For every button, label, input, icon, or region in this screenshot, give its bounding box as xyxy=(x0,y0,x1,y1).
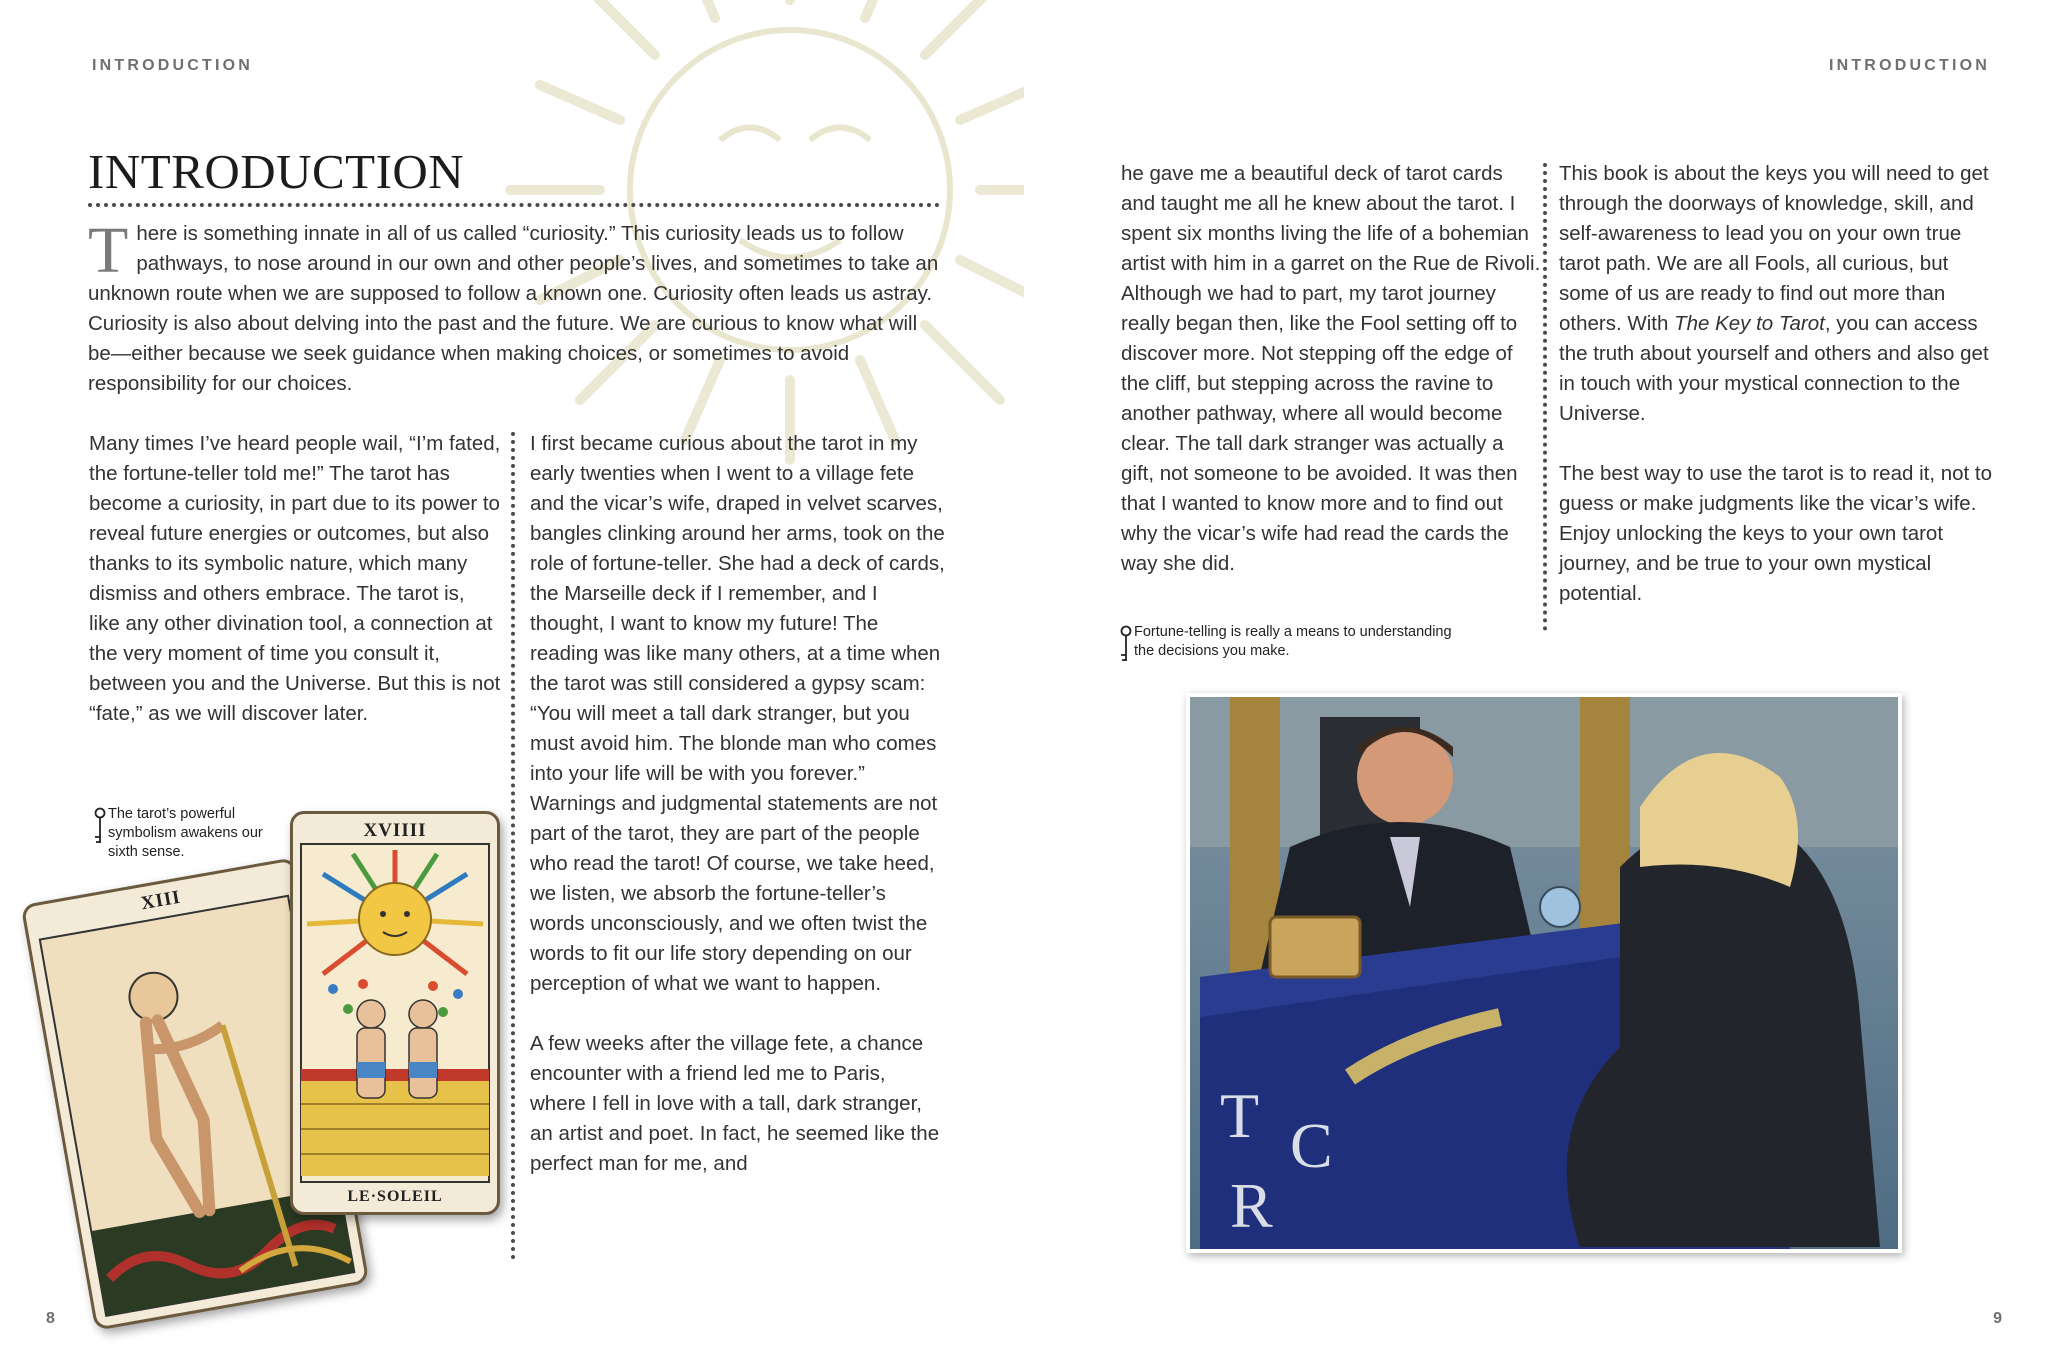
running-head: INTRODUCTION xyxy=(1828,57,1990,74)
paragraph-text: This book is about the keys you will need to get through the doorways of knowledge, skill, and self-awareness to lead you on your own true tarot path. We are all Fools, all curious, but some of us are ready to find out more than others. With xyxy=(1559,162,1989,335)
caption-text: The tarot’s powerful symbolism awakens our sixth sense. xyxy=(108,806,263,860)
svg-text:R: R xyxy=(1230,1170,1273,1241)
drop-cap: T xyxy=(88,214,129,287)
image-caption xyxy=(1134,623,1454,661)
column-a-paragraph: Many times I’ve heard people wail, “I’m fated, the fortune-teller told me!” The tarot has become a curiosity, in part due to its power to reveal future energies or outcomes, but also thanks to its symbolic nature, which many dismiss and others embrace. The tarot is, like any other divination tool, a connection at the very moment of time you consult it, between you and the Universe. But this is not “fate,” as we will discover later. xyxy=(89,432,501,725)
column-d-paragraph-2: The best way to use the tarot is to read it, not to guess or make judgments like the vicar’s wife. Enjoy unlocking the keys to your own tarot journey, and be true to your own mystical potential. xyxy=(1559,462,1993,605)
key-icon xyxy=(1120,625,1132,663)
column-c-paragraph: he gave me a beautiful deck of tarot cards and taught me all he knew about the tarot. I spent six months living the life of a bohemian artist with him in a garret on the Rue de Rivoli. Although we had to part, my tarot journey really began then, like the Fool setting off to discover more. Not stepping off the edge of the cliff, but stepping across the ravine to another pathway, where all would become clear. The tall dark stranger was actually a gift, not someone to be avoided. It was then that I wanted to know more and to find out why the vicar’s wife had read the cards the way she did. xyxy=(1121,162,1541,575)
svg-text:C: C xyxy=(1290,1110,1333,1181)
page-number: 8 xyxy=(46,1310,55,1327)
tarot-card-sun xyxy=(290,811,500,1215)
image-caption xyxy=(108,805,283,862)
column-divider xyxy=(1543,163,1547,631)
book-title: The Key to Tarot xyxy=(1674,312,1825,335)
running-head: INTRODUCTION xyxy=(92,57,254,74)
page-number: 9 xyxy=(1993,1310,2002,1327)
column-b xyxy=(530,429,945,1209)
svg-text:T: T xyxy=(1220,1080,1260,1151)
column-d-paragraph-1 xyxy=(1559,159,1994,429)
column-a xyxy=(89,429,501,759)
card-numeral: XVIIII xyxy=(363,820,427,841)
column-b-paragraph-2: A few weeks after the village fete, a chance encounter with a friend led me to Paris, where I fell in love with a tall, dark stranger, an artist and poet. In fact, he seemed like the perfect man for me, and xyxy=(530,1032,940,1175)
column-b-paragraph-1: I first became curious about the tarot in my early twenties when I went to a village fete and the vicar’s wife, draped in velvet scarves, bangles clinking around her arms, took on the role of fortune-teller. She had a deck of cards, the Marseille deck if I remember, and I thought, I want to know my future! The reading was like many others, at a time when the tarot was still considered a gypsy scam: “You will meet a tall dark stranger, but you must avoid him. The blonde man who comes into your life will be with you forever.” Warnings and judgmental statements are not part of the tarot, they are part of the people who read the tarot! Of course, we take heed, we listen, we absorb the fortune-teller’s words unconsciously, and we often twist the words to fit our life story depending on our perception of what we want to happen. xyxy=(530,432,945,995)
column-c xyxy=(1121,159,1541,609)
intro-text: here is something innate in all of us called “curiosity.” This curiosity leads us to follow pathways, to nose around in our own and other people’s lives, and sometimes to take an unknown route when we are supposed to follow a known one. Curiosity often leads us astray. Curiosity is also about delving into the past and the future. We are curious to know what will be—either because we seek guidance when making choices, or sometimes to avoid responsibility for our choices. xyxy=(88,222,939,395)
fortune-teller-photo xyxy=(1186,693,1902,1253)
key-icon xyxy=(94,807,106,845)
title-divider xyxy=(88,203,940,207)
page-title: INTRODUCTION xyxy=(88,144,465,199)
column-d xyxy=(1559,159,1994,639)
photo-art xyxy=(1190,697,1898,1249)
intro-paragraph xyxy=(88,214,944,399)
right-page xyxy=(1024,0,2048,1367)
column-divider xyxy=(511,432,515,1260)
paragraph-text: , you can access the truth about yourself and others and also get in touch with your mystical connection to the Universe. xyxy=(1559,312,1989,425)
card-numeral: XIII xyxy=(139,886,183,915)
card-name: LE·SOLEIL xyxy=(347,1188,443,1205)
caption-text: Fortune-telling is really a means to understanding the decisions you make. xyxy=(1134,624,1452,659)
sun-card-art xyxy=(293,814,497,1212)
